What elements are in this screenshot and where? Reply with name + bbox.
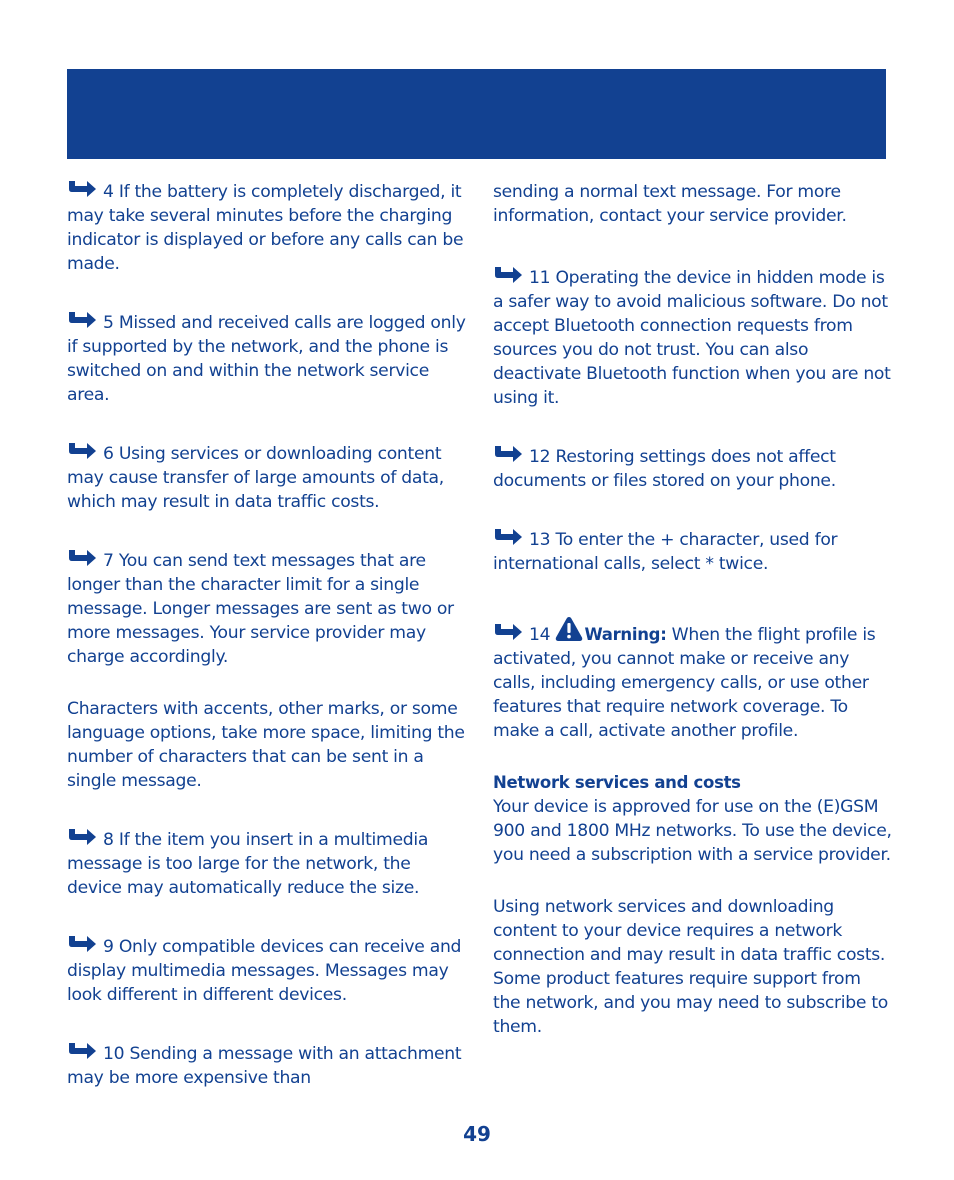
note-number: 13 — [529, 530, 551, 550]
note-arrow-icon — [493, 445, 523, 463]
right-column — [493, 180, 893, 1039]
note-number: 11 — [529, 268, 551, 288]
note-7-continued: Characters with accents, other marks, or some language options, take more space, limiting the number of characters that can be sent in a single message. — [67, 699, 465, 791]
note-number: 5 — [103, 313, 114, 333]
note-12 — [493, 445, 893, 493]
note-13 — [493, 528, 893, 576]
note-9 — [67, 935, 467, 1007]
note-14 — [493, 616, 893, 743]
note-number: 14 — [529, 625, 551, 645]
note-number: 7 — [103, 551, 114, 571]
note-arrow-icon — [493, 266, 523, 284]
page-number: 49 — [463, 1122, 491, 1146]
note-text: If the item you insert in a multimedia message is too large for the network, the device may automatically reduce the size. — [67, 830, 429, 898]
note-10 — [67, 1042, 467, 1090]
left-column — [67, 180, 467, 1090]
note-text: Using services or downloading content may cause transfer of large amounts of data, which may result in data traffic costs. — [67, 444, 444, 512]
note-text: If the battery is completely discharged, it may take several minutes before the charging indicator is displayed or before any calls can be made. — [67, 182, 464, 274]
network-services-paragraph-2: Using network services and downloading content to your device requires a network connection and may result in data traffic costs. Some product features require support from the network, and you may need to subscribe to them. — [493, 897, 888, 1037]
note-arrow-icon — [67, 311, 97, 329]
note-text: Missed and received calls are logged only if supported by the network, and the phone is switched on and within the network service area. — [67, 313, 466, 405]
note-text: When the flight profile is activated, you cannot make or receive any calls, including emergency calls, or use other features that require network coverage. To make a call, activate another profile. — [493, 625, 876, 741]
warning-icon — [555, 616, 583, 642]
note-text: Sending a message with an attachment may be more expensive than — [67, 1044, 462, 1088]
note-text: Restoring settings does not affect documents or files stored on your phone. — [493, 447, 836, 491]
section-paragraph: Your device is approved for use on the (E)GSM 900 and 1800 MHz networks. To use the device, you need a subscription with a service provider. — [493, 797, 892, 865]
note-4 — [67, 180, 467, 276]
note-number: 10 — [103, 1044, 125, 1064]
note-text: Operating the device in hidden mode is a safer way to avoid malicious software. Do not accept Bluetooth connection requests from sources you do not trust. You can also deactivate Bluetooth function when you are not using it. — [493, 268, 891, 408]
note-arrow-icon — [67, 442, 97, 460]
network-services-section — [493, 771, 893, 867]
note-11 — [493, 266, 893, 410]
note-text: Only compatible devices can receive and display multimedia messages. Messages may look different in different devices. — [67, 937, 462, 1005]
note-arrow-icon — [67, 180, 97, 198]
note-number: 9 — [103, 937, 114, 957]
section-heading: Network services and costs — [493, 773, 741, 792]
note-number: 4 — [103, 182, 114, 202]
note-arrow-icon — [67, 1042, 97, 1060]
note-arrow-icon — [493, 528, 523, 546]
header-banner — [67, 69, 886, 159]
note-arrow-icon — [67, 828, 97, 846]
note-6 — [67, 442, 467, 514]
note-number: 12 — [529, 447, 551, 467]
note-10-continued: sending a normal text message. For more information, contact your service provider. — [493, 182, 847, 226]
note-text: To enter the + character, used for international calls, select * twice. — [493, 530, 838, 574]
note-number: 6 — [103, 444, 114, 464]
note-number: 8 — [103, 830, 114, 850]
note-8 — [67, 828, 467, 900]
note-arrow-icon — [67, 935, 97, 953]
note-arrow-icon — [493, 623, 523, 641]
warning-label: Warning: — [584, 625, 667, 644]
note-arrow-icon — [67, 549, 97, 567]
note-5 — [67, 311, 467, 407]
note-text: You can send text messages that are longer than the character limit for a single message. Longer messages are sent as two or more messages. Your service provider may charge accordingly. — [67, 551, 454, 667]
note-7 — [67, 549, 467, 669]
